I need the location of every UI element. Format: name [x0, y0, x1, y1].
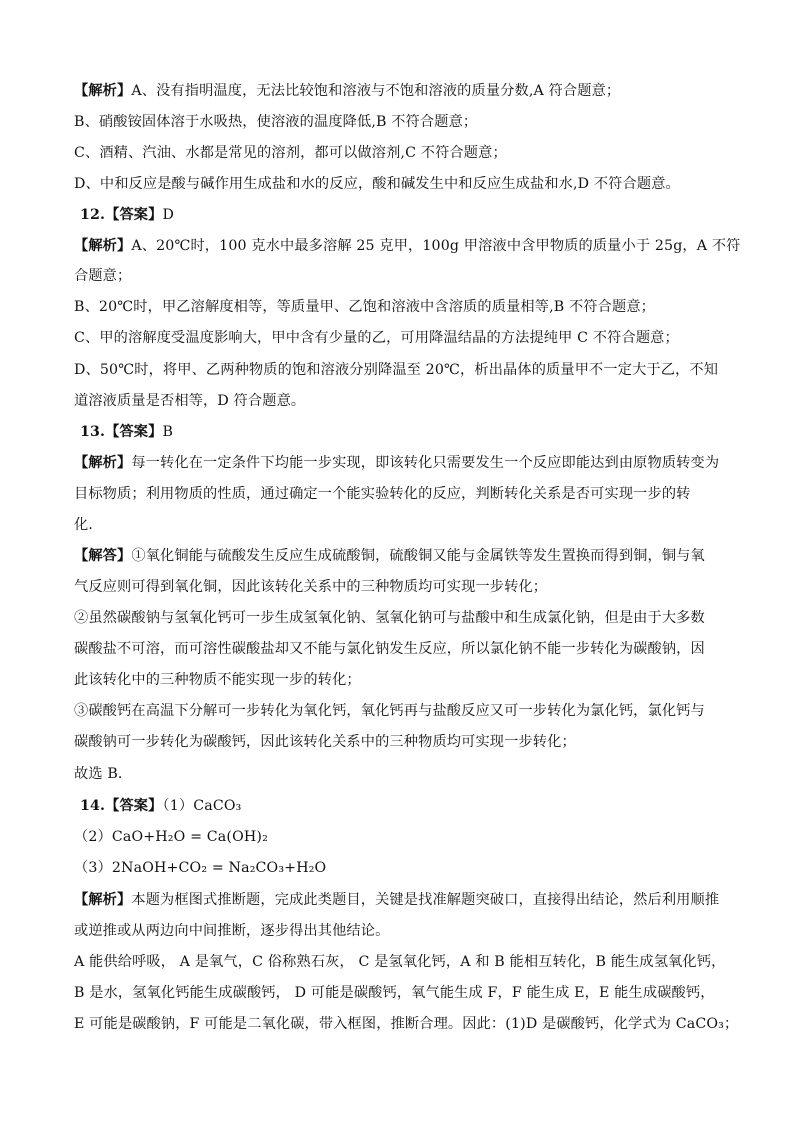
text-line [74, 952, 725, 972]
line-text: ②虽然碳酸钠与氢氧化钙可一步生成氢氧化钠、氢氧化钠可与盐酸中和生成氯化钠，但是由于大多数 [74, 610, 705, 626]
line-text: 本题为框图式推断题，完成此类题目，关键是找准解题突破口，直接得出结论，然后利用顺推 [131, 892, 720, 908]
line-text: B [162, 424, 174, 440]
line-text: 合题意； [74, 268, 132, 284]
text-line [74, 608, 705, 628]
text-line [74, 297, 655, 317]
line-text: 道溶液质量是否相等，D 符合题意。 [74, 393, 306, 409]
line-text: 化． [74, 517, 103, 533]
line-tag: 14.【答案】 [80, 798, 163, 814]
line-tag: 12.【答案】 [80, 207, 163, 223]
line-text: 气反应则可得到氧化铜，因此该转化关系中的三种物质均可实现一步转化； [74, 579, 548, 595]
text-line [74, 732, 576, 752]
line-text: C、酒精、汽油、水都是常见的溶剂，都可以做溶剂,C 不符合题意； [74, 145, 507, 161]
line-text: ③碳酸钙在高温下分解可一步转化为氧化钙，氧化钙再与盐酸反应又可一步转化为氯化钙，氯化钙与 [74, 703, 705, 719]
text-line [74, 890, 719, 910]
text-line [74, 266, 131, 286]
line-text: E 可能是碳酸钠，F 可能是二氧化碳，带入框图，推断合理。因此：(1)D 是碳酸钙，化学式为 CaCO₃； [74, 1016, 739, 1032]
text-line [80, 205, 174, 225]
line-tag: 【解答】 [74, 548, 132, 564]
line-text: 故选 B． [74, 766, 133, 782]
line-text: 碳酸钠可一步转化为碳酸钙，因此该转化关系中的三种物质均可实现一步转化； [74, 734, 576, 750]
line-text: 此该转化中的三种物质不能实现一步的转化； [74, 672, 361, 688]
text-line [74, 921, 389, 941]
line-text: （3）2NaOH+CO₂ = Na₂CO₃+H₂O [74, 860, 327, 876]
text-line [74, 174, 680, 194]
line-tag: 13.【答案】 [80, 424, 163, 440]
line-text: B、20℃时，甲乙溶解度相等，等质量甲、乙饱和溶液中含溶质的质量相等,B 不符合题意； [74, 299, 655, 315]
text-line [74, 328, 679, 348]
text-line [80, 422, 173, 442]
line-text: A 能供给呼吸， A 是氧气，C 俗称熟石灰， C 是氢氧化钙，A 和 B 能相互转化，B 能生成氢氧化钙， [74, 954, 726, 970]
text-line [74, 360, 718, 380]
text-line [74, 858, 326, 878]
text-line [74, 577, 547, 597]
line-text: D [162, 207, 175, 223]
line-text: D、50℃时，将甲、乙两种物质的饱和溶液分别降温至 20℃，析出晶体的质量甲不一定大于乙，不知 [74, 362, 719, 378]
line-text: 碳酸盐不可溶，而可溶性碳酸盐却又不能与氯化钠发生反应，所以氯化钠不能一步转化为碳酸钠，因 [74, 641, 705, 657]
line-text: C、甲的溶解度受温度影响大，甲中含有少量的乙，可用降温结晶的方法提纯甲 C 不符合题意； [74, 330, 679, 346]
text-line [74, 670, 361, 690]
text-line [80, 796, 241, 816]
text-line [74, 484, 691, 504]
line-tag: 【解析】 [74, 238, 132, 254]
text-line [74, 983, 715, 1003]
text-line [74, 1014, 738, 1034]
text-line [74, 701, 705, 721]
text-line [74, 143, 507, 163]
line-text: A、没有指明温度，无法比较饱和溶液与不饱和溶液的质量分数,A 符合题意； [131, 83, 621, 99]
text-line [74, 236, 741, 256]
text-line [74, 112, 477, 132]
text-line [74, 81, 620, 101]
line-tag: 【解析】 [74, 892, 132, 908]
line-text: A、20℃时，100 克水中最多溶解 25 克甲，100g 甲溶液中含甲物质的质量小于 25g，A 不符 [131, 238, 741, 254]
line-text: 目标物质；利用物质的性质，通过确定一个能实验转化的反应，判断转化关系是否可实现一步的转 [74, 486, 691, 502]
line-text: 或逆推或从两边向中间推断，逐步得出其他结论。 [74, 923, 390, 939]
line-text: D、中和反应是酸与碱作用生成盐和水的反应，酸和碱发生中和反应生成盐和水,D 不符合题意。 [74, 176, 680, 192]
line-text: （2）CaO+H₂O = Ca(OH)₂ [74, 829, 268, 845]
line-tag: 【解析】 [74, 83, 132, 99]
line-text: B、硝酸铵固体溶于水吸热，使溶液的温度降低,B 不符合题意； [74, 114, 478, 130]
text-line [74, 453, 719, 473]
text-line [74, 515, 103, 535]
text-line [74, 639, 705, 659]
line-text: B 是水，氢氧化钙能生成碳酸钙， D 可能是碳酸钙，氧气能生成 F，F 能生成 E，E 能生成碳酸钙， [74, 985, 715, 1001]
line-text: （1）CaCO₃ [162, 798, 242, 814]
line-text: 每一转化在一定条件下均能一步实现，即该转化只需要发生一个反应即能达到由原物质转变为 [131, 455, 720, 471]
text-line [74, 764, 132, 784]
line-tag: 【解析】 [74, 455, 132, 471]
text-line [74, 827, 268, 847]
line-text: ①氧化铜能与硫酸发生反应生成硫酸铜，硫酸铜又能与金属铁等发生置换而得到铜，铜与氧 [131, 548, 705, 564]
text-line [74, 546, 705, 566]
text-line [74, 391, 305, 411]
